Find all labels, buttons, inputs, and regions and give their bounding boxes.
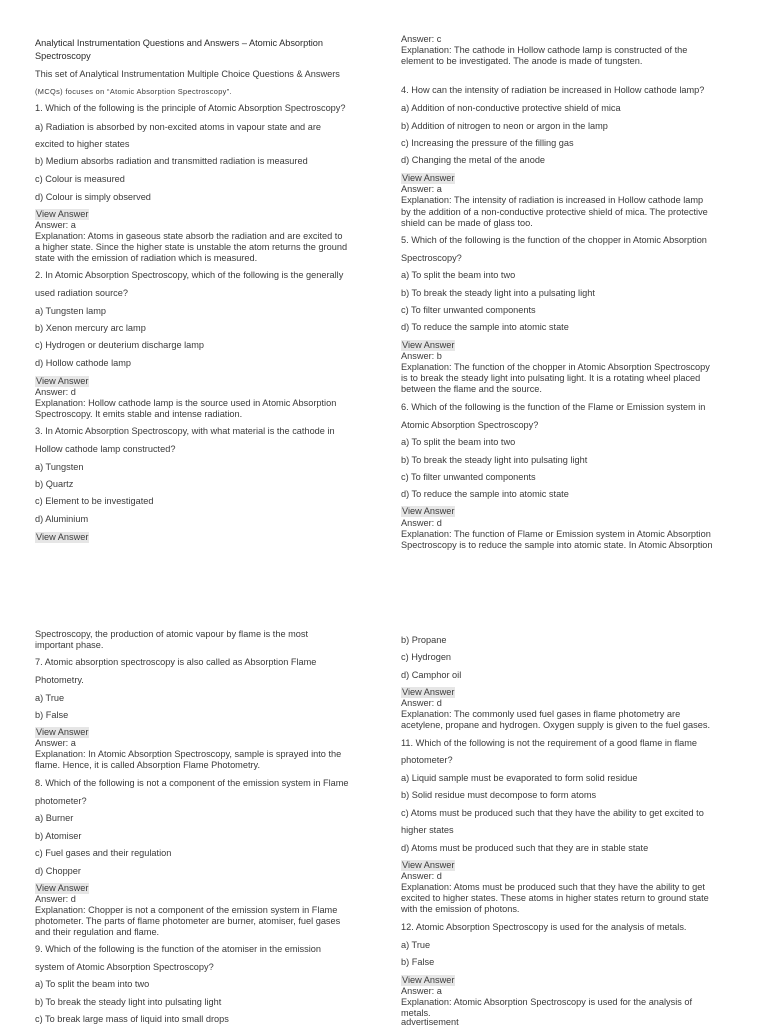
explanation-6: Explanation: The function of Flame or Emission system in Atomic Absorption: [401, 529, 711, 539]
question-7: 7. Atomic absorption spectroscopy is also called as Absorption Flame: [35, 657, 317, 667]
option-10d: d) Camphor oil: [401, 670, 462, 680]
intro-text: (MCQs) focuses on “Atomic Absorption Spectroscopy”.: [35, 87, 232, 96]
option-7a: a) True: [35, 693, 65, 703]
explanation-3: element to be investigated. The anode is made of tungsten.: [401, 56, 643, 66]
question-3: 3. In Atomic Absorption Spectroscopy, with what material is the cathode in: [35, 426, 335, 436]
explanation-6-cont: important phase.: [35, 640, 104, 650]
explanation-7: flame. Hence, it is called Absorption Flame Photometry.: [35, 760, 261, 770]
view-answer-button[interactable]: View Answer: [36, 883, 89, 893]
option-3a: a) Tungsten: [35, 462, 84, 472]
option-3d: d) Aluminium: [35, 514, 89, 524]
document-title: Analytical Instrumentation Questions and Answers – Atomic Absorption: [35, 38, 324, 48]
option-3b: b) Quartz: [35, 479, 74, 489]
view-answer-button[interactable]: View Answer: [36, 532, 89, 542]
option-5d: d) To reduce the sample into atomic state: [401, 322, 569, 332]
option-2a: a) Tungsten lamp: [35, 306, 106, 316]
explanation-8: Explanation: Chopper is not a component of the emission system in Flame: [35, 905, 338, 915]
explanation-3: Explanation: The cathode in Hollow cathode lamp is constructed of the: [401, 45, 688, 55]
view-answer-button[interactable]: View Answer: [402, 860, 455, 870]
explanation-5: Explanation: The function of the chopper in Atomic Absorption Spectroscopy: [401, 362, 710, 372]
view-answer-button[interactable]: View Answer: [402, 340, 455, 350]
option-10c: c) Hydrogen: [401, 652, 452, 662]
explanation-12: Explanation: Atomic Absorption Spectroscopy is used for the analysis of: [401, 997, 693, 1007]
explanation-2: Spectroscopy. It emits stable and intense radiation.: [35, 409, 243, 419]
explanation-11: with the emission of photons.: [401, 904, 520, 914]
explanation-4: Explanation: The intensity of radiation is increased in Hollow cathode lamp: [401, 195, 704, 205]
option-6d: d) To reduce the sample into atomic state: [401, 489, 569, 499]
view-answer-button[interactable]: View Answer: [402, 173, 455, 183]
question-1: 1. Which of the following is the principle of Atomic Absorption Spectroscopy?: [35, 103, 346, 113]
question-8: 8. Which of the following is not a component of the emission system in Flame: [35, 778, 349, 788]
question-12: 12. Atomic Absorption Spectroscopy is used for the analysis of metals.: [401, 922, 687, 932]
question-9: 9. Which of the following is the function of the atomiser in the emission: [35, 944, 321, 954]
question-7-cont: Photometry.: [35, 675, 84, 685]
option-1a: a) Radiation is absorbed by non-excited atoms in vapour state and are: [35, 122, 322, 132]
question-11: 11. Which of the following is not the requirement of a good flame in flame: [401, 738, 698, 748]
question-3-cont: Hollow cathode lamp constructed?: [35, 444, 176, 454]
option-2c: c) Hydrogen or deuterium discharge lamp: [35, 340, 205, 350]
option-11c: c) Atoms must be produced such that they have the ability to get excited to: [401, 808, 704, 818]
option-11c-cont: higher states: [401, 825, 454, 835]
view-answer-button[interactable]: View Answer: [36, 376, 89, 386]
explanation-11: Explanation: Atoms must be produced such that they have the ability to get: [401, 882, 705, 892]
advertisement-label: advertisement: [401, 1017, 459, 1027]
option-1b: b) Medium absorbs radiation and transmitted radiation is measured: [35, 156, 308, 166]
option-9a: a) To split the beam into two: [35, 979, 150, 989]
explanation-1: state with the emission of radiation which is measured.: [35, 253, 258, 263]
intro-text: This set of Analytical Instrumentation Multiple Choice Questions & Answers: [35, 69, 340, 79]
answer-11: Answer: d: [401, 871, 442, 881]
option-12a: a) True: [401, 940, 431, 950]
view-answer-button[interactable]: View Answer: [402, 975, 455, 985]
answer-3: Answer: c: [401, 34, 442, 44]
question-11-cont: photometer?: [401, 755, 453, 765]
explanation-6-cont: Spectroscopy, the production of atomic vapour by flame is the most: [35, 629, 309, 639]
option-12b: b) False: [401, 957, 435, 967]
option-8c: c) Fuel gases and their regulation: [35, 848, 172, 858]
option-2d: d) Hollow cathode lamp: [35, 358, 132, 368]
explanation-6: Spectroscopy is to reduce the sample into atomic state. In Atomic Absorption: [401, 540, 713, 550]
option-1a-cont: excited to higher states: [35, 139, 130, 149]
answer-1: Answer: a: [35, 220, 76, 230]
option-8a: a) Burner: [35, 813, 74, 823]
explanation-1: a higher state. Since the higher state is unstable the atom returns the ground: [35, 242, 348, 252]
option-2b: b) Xenon mercury arc lamp: [35, 323, 146, 333]
explanation-8: photometer. The parts of flame photometer are burner, atomiser, fuel gases: [35, 916, 341, 926]
option-6c: c) To filter unwanted components: [401, 472, 536, 482]
question-8-cont: photometer?: [35, 796, 87, 806]
option-5b: b) To break the steady light into a pulsating light: [401, 288, 595, 298]
option-1c: c) Colour is measured: [35, 174, 125, 184]
option-9c: c) To break large mass of liquid into small drops: [35, 1014, 229, 1024]
question-6: 6. Which of the following is the function of the Flame or Emission system in: [401, 402, 706, 412]
option-7b: b) False: [35, 710, 69, 720]
option-4a: a) Addition of non-conductive protective shield of mica: [401, 103, 621, 113]
view-answer-button[interactable]: View Answer: [36, 727, 89, 737]
answer-2: Answer: d: [35, 387, 76, 397]
option-4c: c) Increasing the pressure of the filling gas: [401, 138, 574, 148]
view-answer-button[interactable]: View Answer: [402, 506, 455, 516]
explanation-7: Explanation: In Atomic Absorption Spectroscopy, sample is sprayed into the: [35, 749, 342, 759]
explanation-4: by the addition of a non-conductive protective shield of mica. The protective: [401, 207, 708, 217]
explanation-8: and their regulation and flame.: [35, 927, 160, 937]
option-6a: a) To split the beam into two: [401, 437, 516, 447]
explanation-1: Explanation: Atoms in gaseous state absorb the radiation and are excited to: [35, 231, 343, 241]
option-11d: d) Atoms must be produced such that they are in stable state: [401, 843, 649, 853]
answer-8: Answer: d: [35, 894, 76, 904]
question-2: 2. In Atomic Absorption Spectroscopy, which of the following is the generally: [35, 270, 344, 280]
explanation-10: acetylene, propane and hydrogen. Oxygen supply is given to the fuel gases.: [401, 720, 711, 730]
option-5a: a) To split the beam into two: [401, 270, 516, 280]
view-answer-button[interactable]: View Answer: [36, 209, 89, 219]
explanation-12: metals.: [401, 1008, 431, 1018]
answer-10: Answer: d: [401, 698, 442, 708]
explanation-4: shield can be made of glass too.: [401, 218, 533, 228]
question-2-cont: used radiation source?: [35, 288, 128, 298]
answer-4: Answer: a: [401, 184, 442, 194]
question-4: 4. How can the intensity of radiation be increased in Hollow cathode lamp?: [401, 85, 705, 95]
answer-7: Answer: a: [35, 738, 76, 748]
explanation-2: Explanation: Hollow cathode lamp is the source used in Atomic Absorption: [35, 398, 337, 408]
option-11a: a) Liquid sample must be evaporated to form solid residue: [401, 773, 638, 783]
option-6b: b) To break the steady light into pulsating light: [401, 455, 588, 465]
option-3c: c) Element to be investigated: [35, 496, 154, 506]
explanation-5: is to break the steady light into pulsating light. It is a rotating wheel placed: [401, 373, 701, 383]
option-8d: d) Chopper: [35, 866, 81, 876]
option-4b: b) Addition of nitrogen to neon or argon in the lamp: [401, 121, 608, 131]
question-5-cont: Spectroscopy?: [401, 253, 462, 263]
explanation-11: excited to higher states. These atoms in higher states return to ground state: [401, 893, 709, 903]
option-8b: b) Atomiser: [35, 831, 82, 841]
document-title-cont: Spectroscopy: [35, 51, 91, 61]
option-1d: d) Colour is simply observed: [35, 192, 151, 202]
option-9b: b) To break the steady light into pulsating light: [35, 997, 222, 1007]
option-5c: c) To filter unwanted components: [401, 305, 536, 315]
answer-5: Answer: b: [401, 351, 442, 361]
answer-6: Answer: d: [401, 518, 442, 528]
explanation-10: Explanation: The commonly used fuel gases in flame photometry are: [401, 709, 681, 719]
question-6-cont: Atomic Absorption Spectroscopy?: [401, 420, 539, 430]
option-10b: b) Propane: [401, 635, 447, 645]
view-answer-button[interactable]: View Answer: [402, 687, 455, 697]
answer-12: Answer: a: [401, 986, 442, 996]
option-4d: d) Changing the metal of the anode: [401, 155, 546, 165]
question-9-cont: system of Atomic Absorption Spectroscopy?: [35, 962, 214, 972]
explanation-5: between the flame and the source.: [401, 384, 542, 394]
option-11b: b) Solid residue must decompose to form atoms: [401, 790, 597, 800]
question-5: 5. Which of the following is the function of the chopper in Atomic Absorption: [401, 235, 707, 245]
